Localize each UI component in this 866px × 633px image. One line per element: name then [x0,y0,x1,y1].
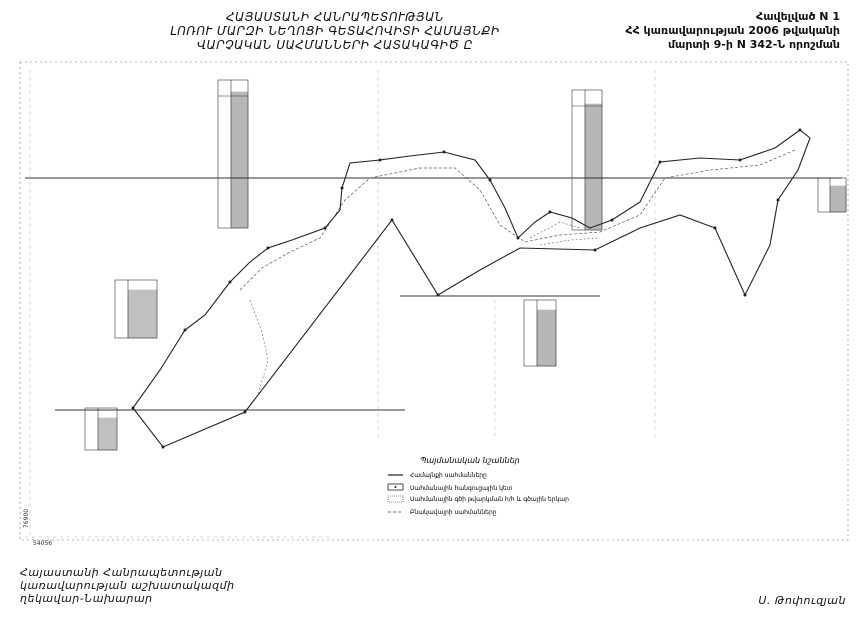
boundary-node [739,159,742,162]
footer-signatory-title [20,566,235,605]
footer-signatory-name: Ս. Թոփուզյան [758,594,846,607]
boundary-node [229,281,232,284]
boundary-node [777,199,780,202]
coordinate-table-5 [85,408,117,450]
coord-label-vertical: 76900 [23,508,30,528]
coordinate-table-3 [115,280,157,338]
grid-guides [25,70,655,537]
legend-item-2: Սահմանային հանգուցային կետ [410,485,513,492]
boundary-node [341,187,344,190]
boundary-node [267,247,270,250]
boundary-node [324,227,327,230]
boundary-node [244,411,247,414]
boundary-node [594,249,597,252]
boundary-node [391,219,394,222]
coordinate-table-1 [218,80,248,228]
map-title-line-1: ՀԱՅԱՍՏԱՆԻ ՀԱՆՐԱՊԵՏՈՒԹՅԱՆ [225,10,445,24]
boundary-node [549,211,552,214]
boundary-node [437,294,440,297]
boundary-node [132,407,135,410]
settlement-boundary [240,150,795,290]
legend [388,456,569,516]
footer-line-3: ղեկավար-Նախարար [20,592,153,605]
map-title-line-3: ՎԱՐՉԱԿԱՆ ՍԱՀՄԱՆՆԵՐԻ ՀԱՏԱԿԱԳԻԾ Ը [196,38,474,52]
boundary-node [184,329,187,332]
legend-symbol-segment [388,496,403,502]
boundary-node [659,161,662,164]
boundary-node [611,219,614,222]
coordinate-table-6 [818,178,846,212]
footer-line-2: կառավարության աշխատակազմի [20,579,235,592]
boundary-node [162,446,165,449]
legend-item-4: Բնակավայրի սահմանները [410,509,497,516]
appendix-line-1: Հավելված N 1 [756,10,840,23]
boundary-node [379,159,382,162]
footer-line-1: Հայաստանի Հանրապետության [20,566,223,579]
boundary-node [744,294,747,297]
boundary-node [489,179,492,182]
coord-label-horizontal: 54056 [33,540,53,547]
legend-title: Պայմանական նշաններ [420,456,520,465]
boundary-node [799,129,802,132]
legend-item-3: Սահմանային գծի թվարկման հ/հ և գծային երկար [410,496,569,503]
settlement-boundary-inner [250,222,600,395]
appendix-line-2: ՀՀ կառավարության 2006 թվականի [625,24,840,37]
coordinate-table-2 [572,90,602,230]
coordinate-table-4 [524,300,556,366]
appendix-line-3: մարտի 9-ի N 342-Ն որոշման [667,38,840,51]
legend-symbol-node-dot [395,486,397,488]
boundary-node [714,227,717,230]
map-title-line-2: ԼՈՌՈՒ ՄԱՐԶԻ ՆԵՂՈՑԻ ԳԵՏԱՀՈՎԻՏԻ ՀԱՄԱՅՆՔԻ [170,24,500,38]
boundary-node [443,151,446,154]
legend-item-1: Համայնքի սահմանները [410,472,487,479]
boundary-node [517,237,520,240]
